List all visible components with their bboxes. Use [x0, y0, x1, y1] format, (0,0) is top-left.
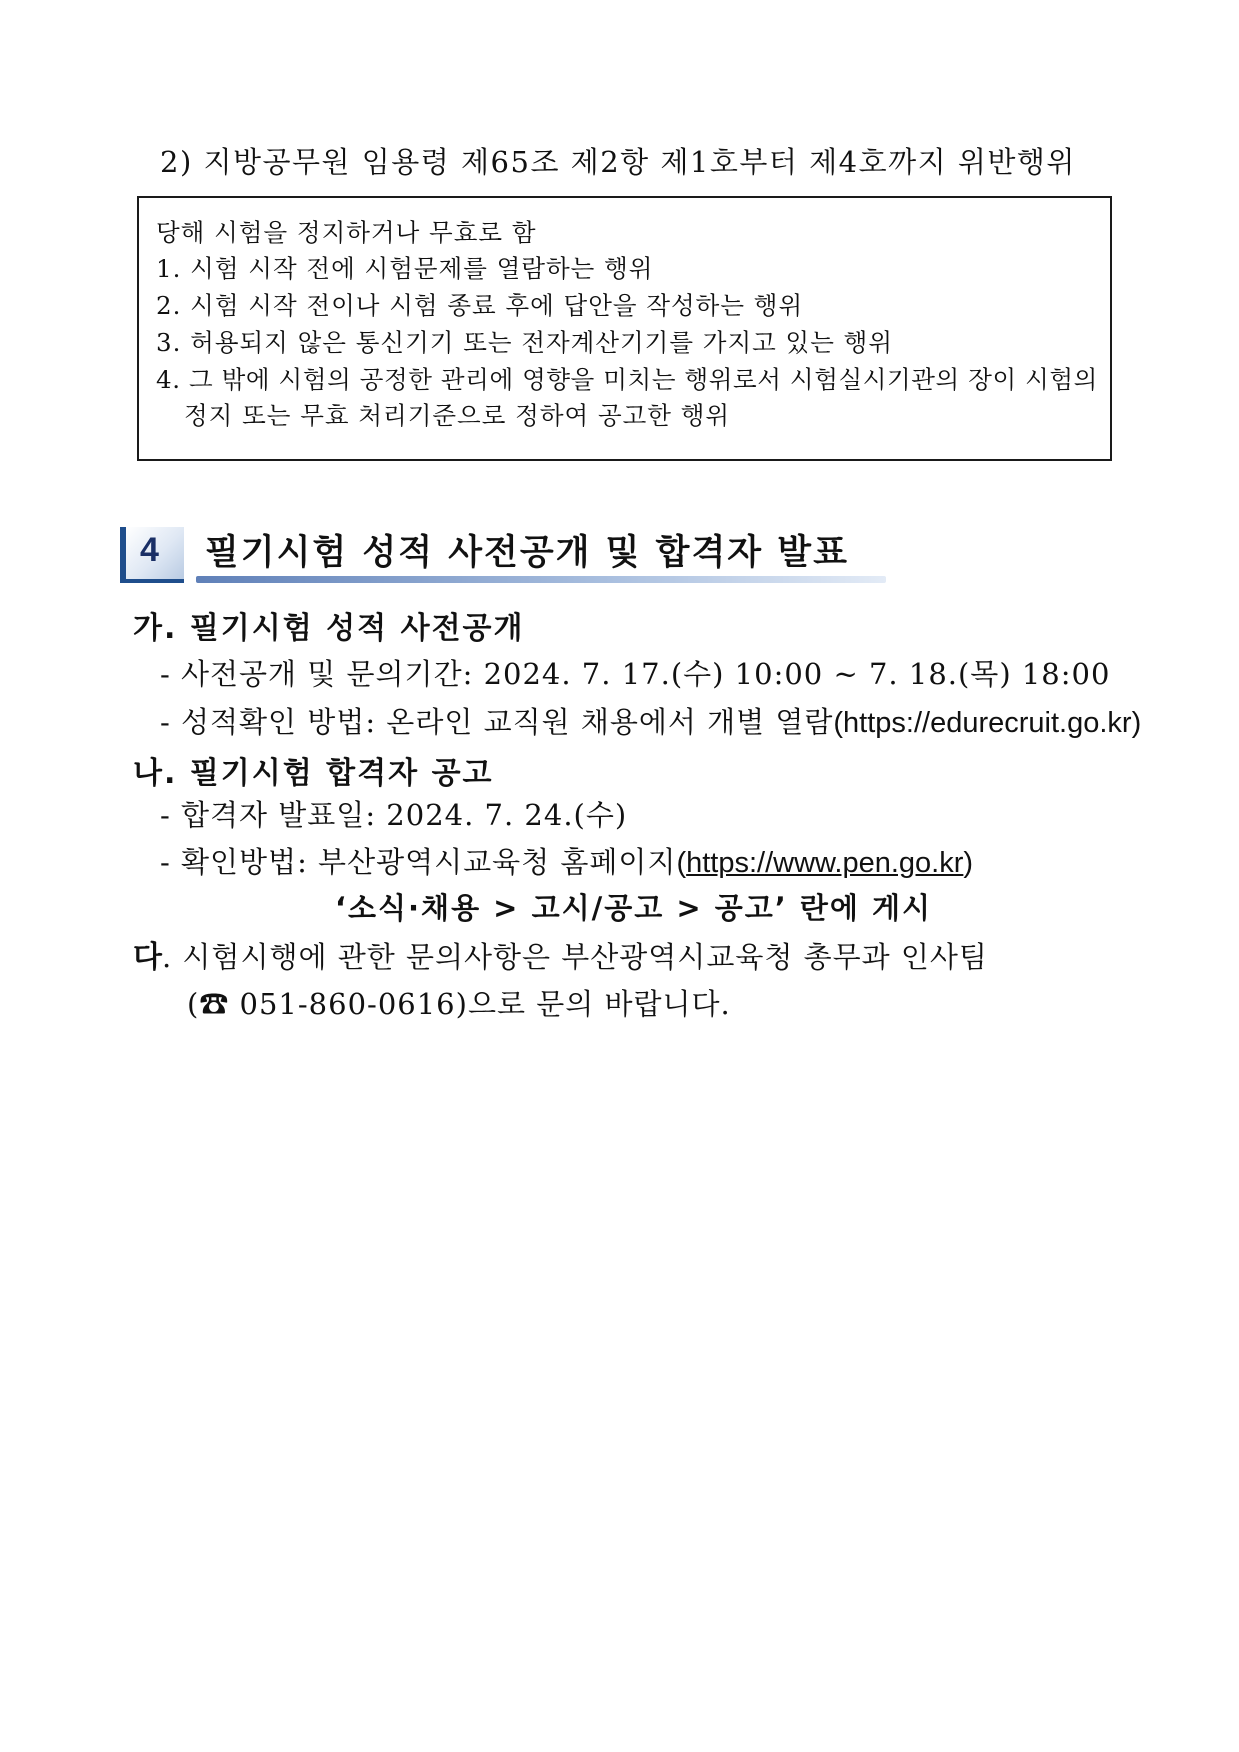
section-title: 필기시험 성적 사전공개 및 합격자 발표 — [205, 533, 849, 573]
da-line-2: (☎ 051-860-0616)으로 문의 바랍니다. — [187, 987, 731, 1021]
pen-homepage-link[interactable]: https://www.pen.go.kr — [686, 847, 964, 879]
subsection-heading: 2) 지방공무원 임용령 제65조 제2항 제1호부터 제4호까지 위반행위 — [160, 145, 1076, 179]
ga-item-1: - 사전공개 및 문의기간: 2024. 7. 17.(수) 10:00 ~ 7. 18.(목) 18:00 — [160, 657, 1111, 691]
rules-box-item-4-cont: 정지 또는 무효 처리기준으로 정하여 공고한 행위 — [184, 401, 731, 430]
section-title-underline — [196, 576, 886, 583]
da-marker: 다 — [133, 940, 162, 975]
ga-item-2-text: - 성적확인 방법: 온라인 교직원 채용에서 개별 열람 — [160, 705, 834, 739]
na-item-1: - 합격자 발표일: 2024. 7. 24.(수) — [160, 798, 628, 832]
rules-box-item-4: 4. 그 밖에 시험의 공정한 관리에 영향을 미치는 행위로서 시험실시기관의 장이 시험의 — [156, 365, 1098, 394]
link-paren-open: ( — [676, 847, 687, 879]
rules-box-item-2: 2. 시험 시작 전이나 시험 종료 후에 답안을 작성하는 행위 — [156, 291, 804, 320]
section-header — [120, 523, 890, 589]
na-item-2-text: - 확인방법: 부산광역시교육청 홈페이지 — [160, 845, 677, 879]
edurecruit-link[interactable]: (https://edurecruit.go.kr) — [833, 707, 1142, 739]
da-line-1-text: . 시험시행에 관한 문의사항은 부산광역시교육청 총무과 인사팀 — [161, 940, 988, 974]
link-paren-close: ) — [963, 847, 974, 879]
na-menu-path: ‘소식·채용 > 고시/공고 > 공고’ 란에 게시 — [335, 891, 933, 925]
rules-box-item-3: 3. 허용되지 않은 통신기기 또는 전자계산기기를 가지고 있는 행위 — [156, 328, 894, 357]
rules-box — [137, 196, 1112, 461]
da-line-1 — [133, 932, 988, 976]
heading-ga: 가. 필기시험 성적 사전공개 — [133, 611, 525, 646]
rules-box-item-1: 1. 시험 시작 전에 시험문제를 열람하는 행위 — [156, 254, 654, 283]
rules-box-intro: 당해 시험을 정지하거나 무효로 함 — [156, 218, 537, 247]
ga-item-2 — [160, 700, 1141, 741]
heading-na: 나. 필기시험 합격자 공고 — [133, 756, 494, 791]
na-item-2 — [160, 840, 973, 881]
section-number: 4 — [140, 531, 159, 569]
